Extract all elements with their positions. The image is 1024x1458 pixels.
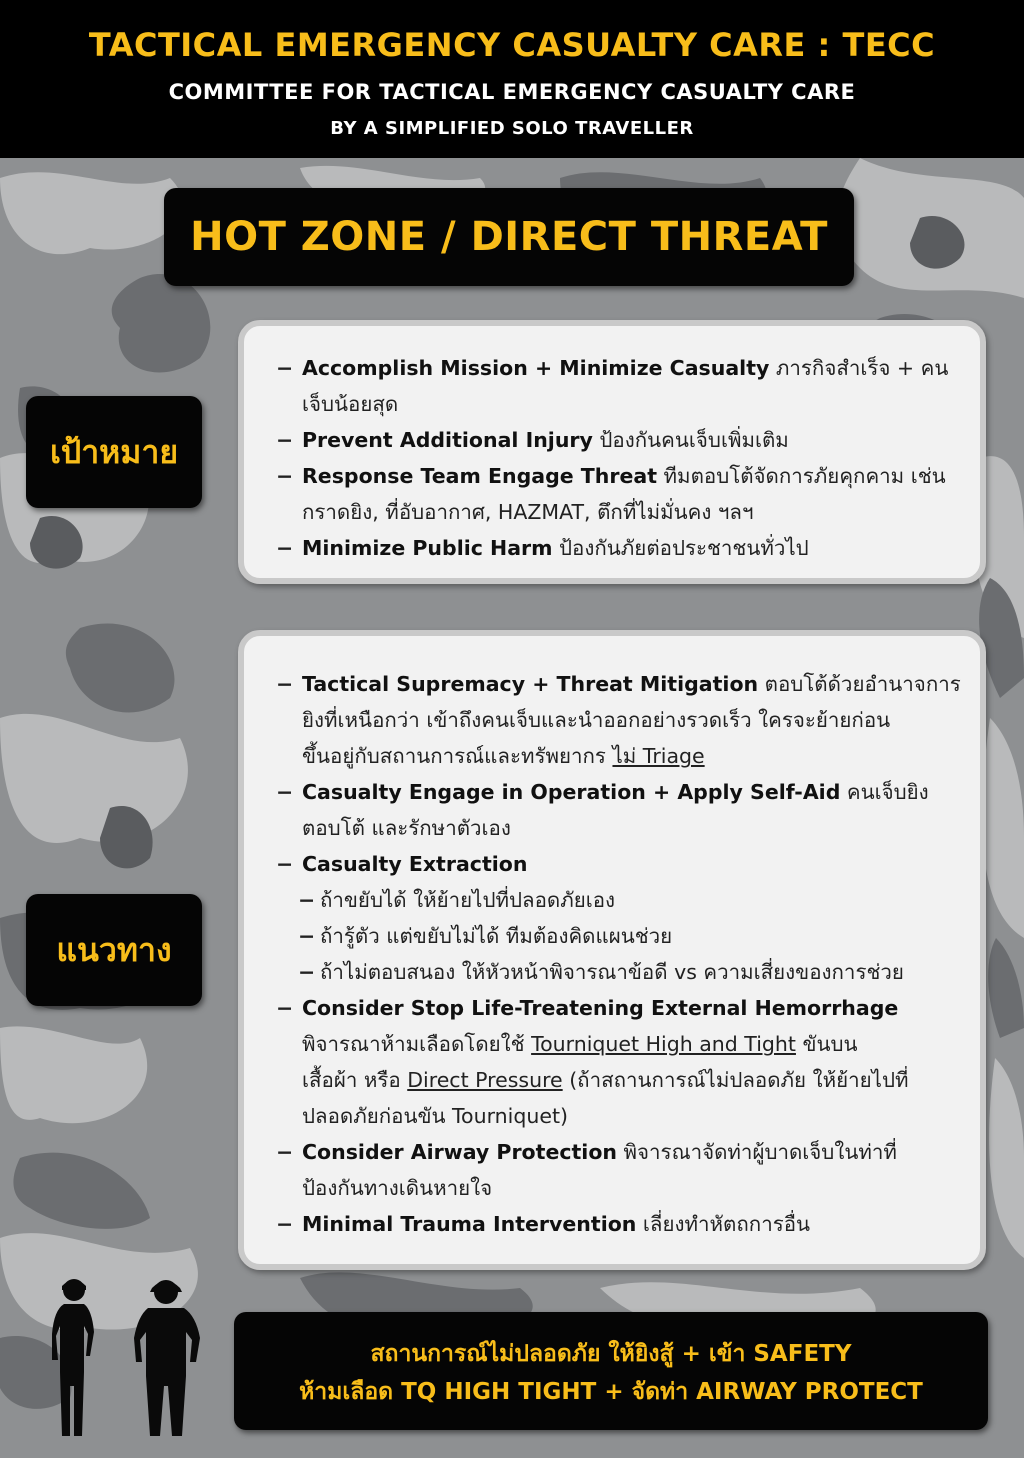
goal-item-prevent	[244, 422, 980, 458]
dash-bullet: −	[276, 536, 294, 560]
guideline-panel	[238, 630, 986, 1270]
goal-item-public-bold: Minimize Public Harm	[302, 536, 553, 560]
guide-item-hemorrhage-bold: Consider Stop Life-Treatening External Hemorrhage	[302, 996, 899, 1020]
guide-item-tactical	[244, 666, 980, 702]
header-subtitle-author: BY A SIMPLIFIED SOLO TRAVELLER	[330, 118, 694, 139]
goal-item-response-bold: Response Team Engage Threat	[302, 464, 658, 488]
guide-item-hemorrhage-cont1-text: พิจารณาห้ามเลือดโดยใช้	[302, 1032, 532, 1056]
guide-item-hemorrhage-cont2-text: เสื้อผ้า หรือ	[302, 1068, 408, 1092]
dash-bullet: −	[298, 924, 316, 948]
guide-item-airway-bold: Consider Airway Protection	[302, 1140, 617, 1164]
dash-bullet: −	[276, 780, 294, 804]
goal-item-mission-bold: Accomplish Mission + Minimize Casualty	[302, 356, 770, 380]
guide-item-self-aid-cont-text: ตอบโต้ และรักษาตัวเอง	[302, 816, 511, 840]
guide-subitem-unresponsive	[244, 954, 980, 990]
dash-bullet: −	[276, 852, 294, 876]
goal-item-prevent-bold: Prevent Additional Injury	[302, 428, 593, 452]
guide-item-direct-pressure: Direct Pressure	[407, 1068, 563, 1092]
guide-item-hemorrhage-cont3-text: ปลอดภัยก่อนขัน Tourniquet)	[302, 1104, 568, 1128]
guide-item-extraction-bold: Casualty Extraction	[302, 852, 528, 876]
summary-bar	[234, 1312, 988, 1430]
guide-item-airway-cont-text: ป้องกันทางเดินหายใจ	[302, 1176, 493, 1200]
guide-item-airway-text: พิจารณาจัดท่าผู้บาดเจ็บในท่าที่	[617, 1140, 897, 1164]
dash-bullet: −	[298, 888, 316, 912]
guide-item-tactical-cont2	[244, 738, 980, 774]
guide-item-self-aid-cont	[244, 810, 980, 846]
dash-bullet: −	[298, 960, 316, 984]
guide-item-tactical-cont2-text: ขึ้นอยู่กับสถานการณ์และทรัพยากร	[302, 744, 613, 768]
guide-item-tactical-bold: Tactical Supremacy + Threat Mitigation	[302, 672, 759, 696]
goal-item-response-text: ทีมตอบโต้จัดการภัยคุกคาม เช่น	[657, 464, 946, 488]
guide-item-hemorrhage-cont1	[244, 1026, 980, 1062]
goal-item-prevent-text: ป้องกันคนเจ็บเพิ่มเติม	[592, 428, 789, 452]
guide-subitem-conscious	[244, 918, 980, 954]
guide-subitem-mobile-text: ถ้าขยับได้ ให้ย้ายไปที่ปลอดภัยเอง	[320, 888, 616, 912]
dash-bullet: −	[276, 356, 294, 380]
goal-panel	[238, 320, 986, 584]
dash-bullet: −	[276, 1212, 294, 1236]
dash-bullet: −	[276, 672, 294, 696]
goal-item-public	[244, 530, 980, 566]
guide-subitem-conscious-text: ถ้ารู้ตัว แต่ขยับไม่ได้ ทีมต้องคิดแผนช่วย	[320, 924, 673, 948]
guideline-list	[244, 666, 980, 1242]
goal-item-response-cont-text: กราดยิง, ที่อับอากาศ, HAZMAT, ตึกที่ไม่มั่นคง ฯลฯ	[302, 500, 754, 524]
guide-item-extraction	[244, 846, 980, 882]
goal-item-mission-cont	[244, 386, 980, 422]
goal-item-public-text: ป้องกันภัยต่อประชาชนทั่วไป	[552, 536, 809, 560]
guide-subitem-mobile	[244, 882, 980, 918]
header	[0, 0, 1024, 158]
guide-item-airway-cont	[244, 1170, 980, 1206]
goal-item-response-cont	[244, 494, 980, 530]
guide-subitem-unresponsive-text: ถ้าไม่ตอบสนอง ให้หัวหน้าพิจารณาข้อดี vs ความเสี่ยงของการช่วย	[320, 960, 904, 984]
guide-item-hemorrhage-cont3	[244, 1098, 980, 1134]
guide-item-self-aid-bold: Casualty Engage in Operation + Apply Self-Aid	[302, 780, 841, 804]
guide-item-minimal-text: เลี่ยงทำหัตถการอื่น	[636, 1212, 811, 1236]
guide-item-hemorrhage-cont2	[244, 1062, 980, 1098]
guide-item-airway	[244, 1134, 980, 1170]
dash-bullet: −	[276, 464, 294, 488]
guide-item-minimal	[244, 1206, 980, 1242]
guide-item-self-aid-text: คนเจ็บยิง	[840, 780, 929, 804]
guide-item-hemorrhage-cont1-text2: ขันบน	[795, 1032, 858, 1056]
goal-item-mission-cont-text: เจ็บน้อยสุด	[302, 392, 399, 416]
guide-item-no-triage: ไม่ Triage	[612, 744, 705, 768]
guide-item-self-aid	[244, 774, 980, 810]
goal-item-response	[244, 458, 980, 494]
guide-item-hemorrhage-cont2-text2: (ถ้าสถานการณ์ไม่ปลอดภัย ให้ย้ายไปที่	[562, 1068, 909, 1092]
silhouette-man-icon	[134, 1280, 200, 1436]
header-subtitle-committee: COMMITTEE FOR TACTICAL EMERGENCY CASUALTY CARE	[168, 80, 856, 104]
goal-item-mission	[244, 350, 980, 386]
header-title: TACTICAL EMERGENCY CASUALTY CARE : TECC	[88, 26, 936, 64]
guide-item-tactical-cont1	[244, 702, 980, 738]
guide-item-hemorrhage	[244, 990, 980, 1026]
summary-line-1: สถานการณ์ไม่ปลอดภัย ให้ยิงสู้ + เข้า SAFETY	[370, 1341, 852, 1367]
silhouettes	[36, 1276, 216, 1436]
goal-label: เป้าหมาย	[26, 396, 202, 508]
summary-line-2: ห้ามเลือด TQ HIGH TIGHT + จัดท่า AIRWAY PROTECT	[299, 1379, 923, 1405]
goal-item-mission-text: ภารกิจสำเร็จ + คน	[769, 356, 949, 380]
dash-bullet: −	[276, 428, 294, 452]
silhouette-woman-icon	[52, 1279, 94, 1436]
guide-item-tactical-text: ตอบโต้ด้วยอำนาจการ	[758, 672, 961, 696]
dash-bullet: −	[276, 996, 294, 1020]
guideline-label: แนวทาง	[26, 894, 202, 1006]
goal-list	[244, 350, 980, 566]
zone-title: HOT ZONE / DIRECT THREAT	[164, 188, 854, 286]
guide-item-minimal-bold: Minimal Trauma Intervention	[302, 1212, 637, 1236]
guide-item-tourniquet: Tourniquet High and Tight	[531, 1032, 796, 1056]
dash-bullet: −	[276, 1140, 294, 1164]
guide-item-tactical-cont1-text: ยิงที่เหนือกว่า เข้าถึงคนเจ็บและนำออกอย่างรวดเร็ว ใครจะย้ายก่อน	[302, 708, 891, 732]
